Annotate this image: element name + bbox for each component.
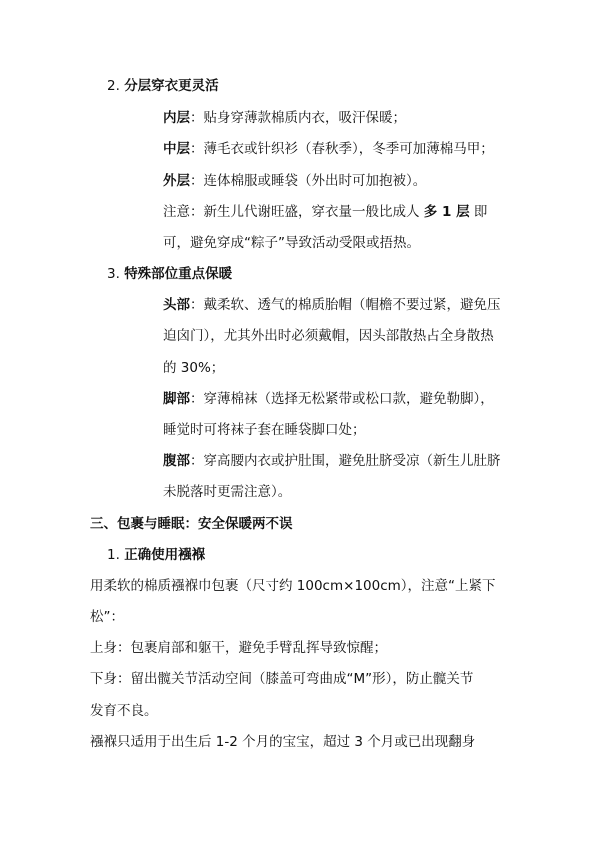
head-line-3: 的 30%； — [163, 360, 225, 376]
item-3-number: 3. — [107, 266, 120, 282]
outer-layer-text: ：连体棉服或睡袋（外出时可加抱被）。 — [190, 173, 427, 189]
item-2-title: 分层穿衣更灵活 — [124, 78, 219, 94]
outer-layer-line — [163, 175, 426, 189]
swaddle-number: 1. — [107, 547, 120, 563]
head-text-1: ：戴柔软、透气的棉质胎帽（帽檐不要过紧，避免压 — [190, 297, 501, 313]
note-line-1 — [163, 206, 487, 220]
note-bold: 多 1 层 — [423, 204, 470, 220]
middle-layer-text: ：薄毛衣或针织衫（春秋季），冬季可加薄棉马甲； — [190, 141, 494, 157]
item-2-heading — [107, 80, 219, 94]
note-text-pre: 注意：新生儿代谢旺盛，穿衣量一般比成人 — [163, 204, 420, 220]
inner-layer-line — [163, 112, 406, 126]
head-line-1 — [163, 299, 501, 313]
lower-body-line-2: 发育不良。 — [90, 703, 158, 719]
feet-line-1 — [163, 393, 494, 407]
belly-line-2: 未脱落时更需注意）。 — [163, 484, 292, 500]
upper-body-line: 上身：包裹肩部和躯干，避免手臂乱挥导致惊醒； — [90, 640, 387, 656]
belly-line-1 — [163, 455, 501, 469]
middle-layer-line — [163, 143, 494, 157]
inner-layer-text: ：贴身穿薄款棉质内衣，吸汗保暖； — [190, 110, 406, 126]
swaddle-heading — [107, 549, 205, 563]
outer-layer-label: 外层 — [163, 173, 190, 189]
note-line-2: 可，避免穿成“粽子”导致活动受限或捂热。 — [163, 235, 420, 251]
feet-line-2: 睡觉时可将袜子套在睡袋脚口处； — [163, 422, 366, 438]
lower-body-line-1: 下身：留出髋关节活动空间（膝盖可弯曲成“M”形），防止髋关节 — [90, 671, 474, 687]
middle-layer-label: 中层 — [163, 141, 190, 157]
note-text-post: 即 — [473, 204, 488, 220]
section-3-heading: 三、包裹与睡眠：安全保暖两不误 — [90, 516, 293, 532]
swaddle-age-line: 襁褓只适用于出生后 1-2 个月的宝宝，超过 3 个月或已出现翻身 — [90, 734, 476, 750]
item-2-number: 2. — [107, 78, 120, 94]
swaddle-para-line-1: 用柔软的棉质襁褓巾包裹（尺寸约 100cm×100cm），注意“上紧下 — [90, 578, 496, 594]
swaddle-para-line-2: 松”： — [90, 609, 124, 625]
feet-label: 脚部 — [163, 391, 190, 407]
belly-label: 腹部 — [163, 453, 190, 469]
feet-text-1: ：穿薄棉袜（选择无松紧带或松口款，避免勒脚）， — [190, 391, 494, 407]
head-line-2: 迫囟门），尤其外出时必须戴帽，因头部散热占全身散热 — [163, 328, 494, 344]
swaddle-title: 正确使用襁褓 — [124, 547, 206, 563]
head-label: 头部 — [163, 297, 190, 313]
item-3-title: 特殊部位重点保暖 — [124, 266, 233, 282]
inner-layer-label: 内层 — [163, 110, 190, 126]
belly-text-1: ：穿高腰内衣或护肚围，避免肚脐受凉（新生儿肚脐 — [190, 453, 501, 469]
item-3-heading — [107, 268, 232, 282]
